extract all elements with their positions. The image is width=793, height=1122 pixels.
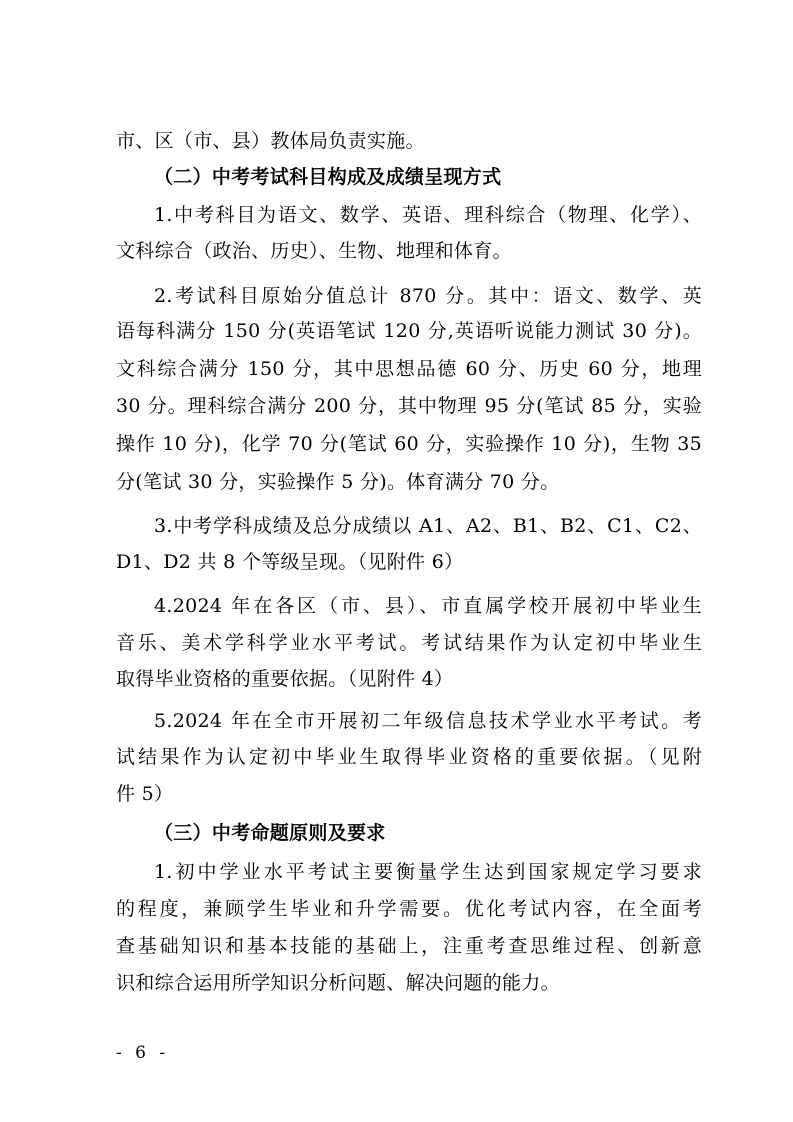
paragraph-line: 件 5） [116, 783, 174, 805]
paragraph-line: D1、D2 共 8 个等级呈现。（见附件 6） [116, 551, 464, 573]
paragraph-line: 1.中考科目为语文、数学、英语、理科综合（物理、化学）、 [154, 204, 702, 226]
paragraph-line: 5.2024 年在全市开展初二年级信息技术学业水平考试。考 [154, 710, 702, 732]
paragraph-line: 1.初中学业水平考试主要衡量学生达到国家规定学习要求 [154, 861, 702, 883]
paragraph-line: 音乐、美术学科学业水平考试。考试结果作为认定初中毕业生 [116, 632, 702, 654]
section-heading: （二）中考考试科目构成及成绩呈现方式 [154, 166, 502, 188]
paragraph-line: 取得毕业资格的重要依据。（见附件 4） [116, 668, 454, 690]
paragraph-line: 分(笔试 30 分，实验操作 5 分)。体育满分 70 分。 [116, 471, 560, 493]
paragraph-line: 文科综合满分 150 分，其中思想品德 60 分、历史 60 分，地理 [116, 358, 702, 380]
paragraph-line: 市、区（市、县）教体局负责实施。 [116, 130, 425, 152]
paragraph-line: 的程度，兼顾学生毕业和升学需要。优化考试内容，在全面考 [116, 898, 702, 920]
page-number: - 6 - [116, 1043, 170, 1063]
paragraph-line: 3.中考学科成绩及总分成绩以 A1、A2、B1、B2、C1、C2、 [154, 515, 702, 537]
paragraph-line: 试结果作为认定初中毕业生取得毕业资格的重要依据。（见附 [116, 746, 702, 768]
paragraph-line: 文科综合（政治、历史）、生物、地理和体育。 [116, 240, 512, 262]
paragraph-line: 识和综合运用所学知识分析问题、解决问题的能力。 [116, 972, 560, 994]
paragraph-line: 30 分。理科综合满分 200 分，其中物理 95 分(笔试 85 分，实验 [116, 395, 702, 417]
paragraph-line: 操作 10 分)，化学 70 分(笔试 60 分，实验操作 10 分)，生物 35 [116, 433, 702, 455]
paragraph-line: 查基础知识和基本技能的基础上，注重考查思维过程、创新意 [116, 935, 702, 957]
paragraph-line: 2.考试科目原始分值总计 870 分。其中：语文、数学、英 [154, 285, 702, 307]
paragraph-line: 4.2024 年在各区（市、县）、市直属学校开展初中毕业生 [154, 595, 702, 617]
paragraph-line: 语每科满分 150 分(英语笔试 120 分,英语听说能力测试 30 分)。 [116, 320, 702, 342]
section-heading: （三）中考命题原则及要求 [154, 822, 386, 844]
